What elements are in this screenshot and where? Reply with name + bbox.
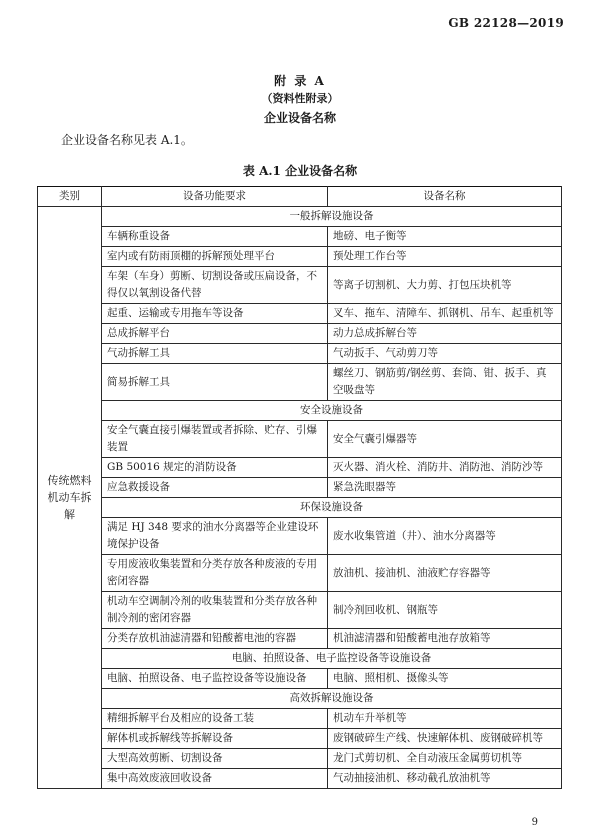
table-row [38, 267, 562, 304]
table-row [38, 749, 562, 769]
appendix-name: 企业设备名称 [263, 111, 336, 125]
page-number: 9 [531, 817, 538, 828]
requirement-cell: 应急救援设备 [102, 478, 328, 498]
equipment-name-cell: 安全气囊引爆器等 [328, 421, 562, 458]
requirement-cell: 气动拆解工具 [102, 344, 328, 364]
table-row [38, 304, 562, 324]
equipment-name-cell: 动力总成拆解台等 [328, 324, 562, 344]
requirement-cell: 电脑、拍照设备、电子监控设备等设施设备 [102, 669, 328, 689]
standard-number: GB 22128—2019 [448, 16, 564, 30]
equipment-name-cell: 电脑、照相机、摄像头等 [328, 669, 562, 689]
table-header-row [38, 187, 562, 207]
requirement-cell: 车辆称重设备 [102, 227, 328, 247]
requirement-cell: 分类存放机油滤清器和铅酸蓄电池的容器 [102, 629, 328, 649]
section-row [38, 649, 562, 669]
equipment-name-cell: 废水收集管道（井）、油水分离器等 [328, 518, 562, 555]
requirement-cell: 集中高效废液回收设备 [102, 769, 328, 789]
requirement-cell: 解体机或拆解线等拆解设备 [102, 729, 328, 749]
table-row [38, 709, 562, 729]
section-row [38, 401, 562, 421]
table-caption: 表 A.1 企业设备名称 [242, 164, 358, 178]
table-row [38, 629, 562, 649]
equipment-name-cell: 制冷剂回收机、钢瓶等 [328, 592, 562, 629]
requirement-cell: 精细拆解平台及相应的设备工装 [102, 709, 328, 729]
equipment-name-cell: 废钢破碎生产线、快速解体机、废钢破碎机等 [328, 729, 562, 749]
section-title: 高效拆解设施设备 [102, 689, 562, 709]
table-row [38, 729, 562, 749]
category-cell: 传统燃料机动车拆解 [38, 207, 102, 789]
column-header-requirement: 设备功能要求 [102, 187, 328, 207]
table-row [38, 364, 562, 401]
requirement-cell: 专用废液收集装置和分类存放各种废液的专用密闭容器 [102, 555, 328, 592]
table-row [38, 769, 562, 789]
section-row [38, 207, 562, 227]
section-row [38, 689, 562, 709]
section-title: 一般拆解设施设备 [102, 207, 562, 227]
appendix-subtitle: （资料性附录） [261, 92, 339, 105]
section-title: 安全设施设备 [102, 401, 562, 421]
requirement-cell: 机动车空调制冷剂的收集装置和分类存放各种制冷剂的密闭容器 [102, 592, 328, 629]
requirement-cell: 车架（车身）剪断、切割设备或压扁设备，不得仅以氧割设备代替 [102, 267, 328, 304]
equipment-name-cell: 气动抽接油机、移动截孔放油机等 [328, 769, 562, 789]
equipment-name-cell: 机动车升举机等 [328, 709, 562, 729]
table-row [38, 478, 562, 498]
table-row [38, 458, 562, 478]
equipment-name-cell: 地磅、电子衡等 [328, 227, 562, 247]
table-row [38, 247, 562, 267]
equipment-name-cell: 龙门式剪切机、全自动液压金属剪切机等 [328, 749, 562, 769]
requirement-cell: 起重、运输或专用拖车等设备 [102, 304, 328, 324]
equipment-name-cell: 螺丝刀、钢筋剪/钢丝剪、套筒、钳、扳手、真空吸盘等 [328, 364, 562, 401]
equipment-name-cell: 紧急洗眼器等 [328, 478, 562, 498]
section-row [38, 498, 562, 518]
table-row [38, 421, 562, 458]
column-header-category: 类别 [38, 187, 102, 207]
table-row [38, 227, 562, 247]
requirement-cell: 大型高效剪断、切割设备 [102, 749, 328, 769]
equipment-name-cell: 气动扳手、气动剪刀等 [328, 344, 562, 364]
table-row [38, 669, 562, 689]
requirement-cell: 满足 HJ 348 要求的油水分离器等企业建设环境保护设备 [102, 518, 328, 555]
table-row [38, 518, 562, 555]
requirement-cell: 安全气囊直接引爆装置或者拆除、贮存、引爆装置 [102, 421, 328, 458]
requirement-cell: 总成拆解平台 [102, 324, 328, 344]
intro-text: 企业设备名称见表 A.1。 [61, 133, 193, 147]
equipment-name-cell: 预处理工作台等 [328, 247, 562, 267]
equipment-name-cell: 灭火器、消火栓、消防井、消防池、消防沙等 [328, 458, 562, 478]
equipment-table [37, 186, 562, 789]
appendix-title: 附 录 A [274, 74, 326, 88]
requirement-cell: 简易拆解工具 [102, 364, 328, 401]
column-header-equipment-name: 设备名称 [328, 187, 562, 207]
requirement-cell: 室内或有防雨顶棚的拆解预处理平台 [102, 247, 328, 267]
equipment-name-cell: 等离子切割机、大力剪、打包压块机等 [328, 267, 562, 304]
equipment-name-cell: 叉车、拖车、清障车、抓钢机、吊车、起重机等 [328, 304, 562, 324]
table-row [38, 344, 562, 364]
table-row [38, 555, 562, 592]
requirement-cell: GB 50016 规定的消防设备 [102, 458, 328, 478]
section-title: 环保设施设备 [102, 498, 562, 518]
equipment-name-cell: 放油机、接油机、油液贮存容器等 [328, 555, 562, 592]
table-row [38, 592, 562, 629]
equipment-name-cell: 机油滤清器和铅酸蓄电池存放箱等 [328, 629, 562, 649]
section-title: 电脑、拍照设备、电子监控设备等设施设备 [102, 649, 562, 669]
table-row [38, 324, 562, 344]
